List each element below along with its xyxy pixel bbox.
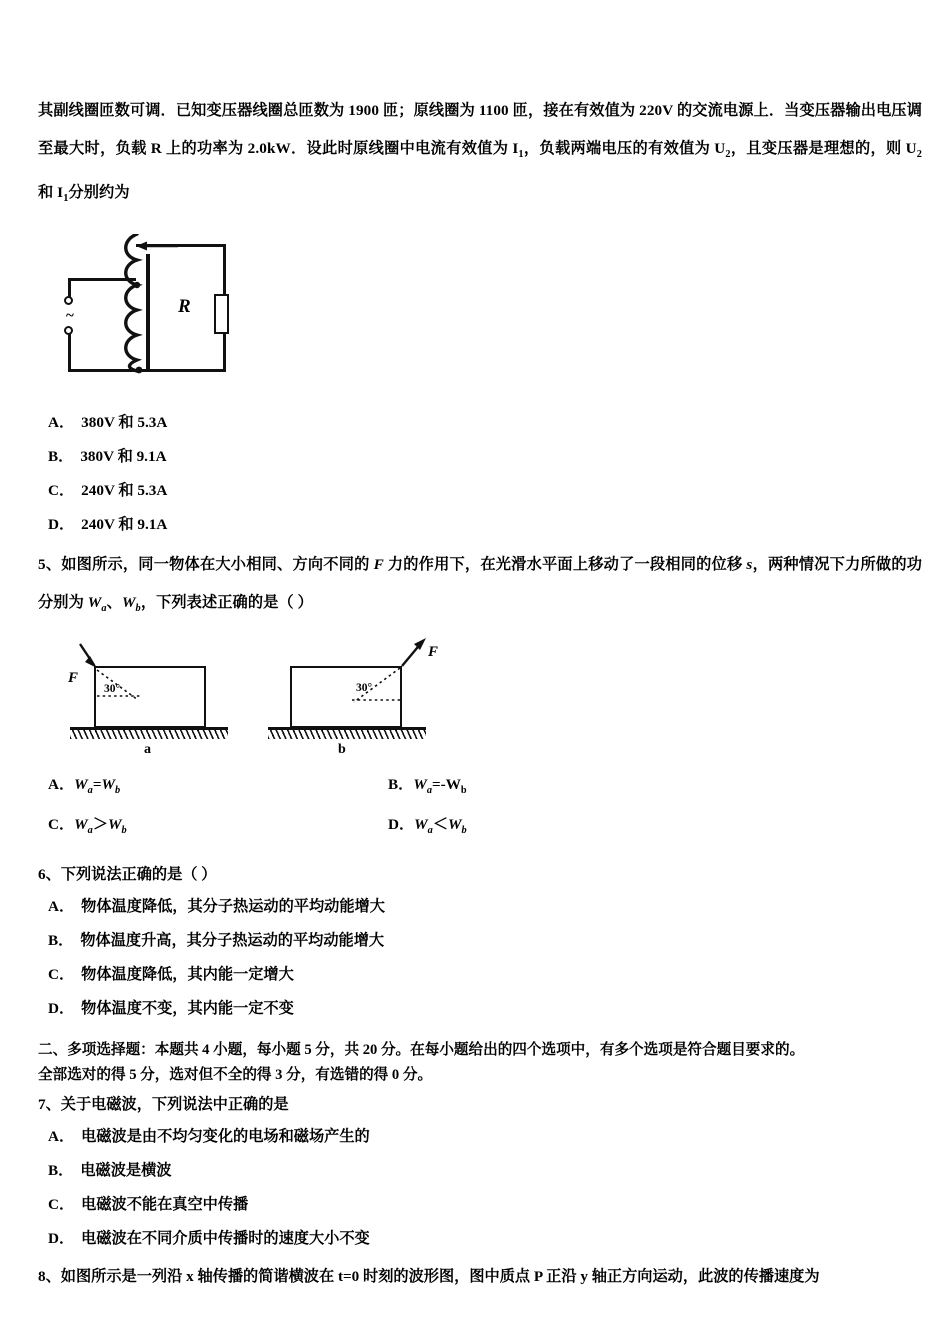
two-blocks-force-diagram	[56, 634, 476, 762]
q5-option-b-op: =-	[432, 776, 446, 794]
q6-option-b-text: 物体温度升高，其分子热运动的平均动能增大	[80, 932, 385, 950]
q7-option-b-letter: B．	[48, 1162, 74, 1180]
q4-option-a-text: 380V 和 5.3A	[81, 414, 168, 432]
q7-option-b[interactable]	[38, 1154, 922, 1188]
q6-option-d-text: 物体温度不变，其内能一定不变	[81, 1000, 294, 1018]
q4-stem-part4: 和 I	[38, 184, 64, 202]
q5-work-sub-b: b	[135, 603, 141, 615]
q4-stem-sub2: 2	[725, 149, 731, 161]
q5-option-b-w2: W	[445, 776, 461, 794]
q5-stem-part3: ，两种情况	[752, 556, 830, 574]
q5-option-c[interactable]	[48, 808, 388, 848]
q6-option-a-text: 物体温度降低，其分子热运动的平均动能增大	[81, 898, 385, 916]
q6-option-a[interactable]	[38, 890, 922, 924]
q4-option-d[interactable]	[38, 508, 922, 542]
page-body	[38, 92, 922, 1292]
q5-option-b-letter: B．	[388, 776, 414, 794]
q5-option-a-sub2: b	[115, 785, 121, 797]
block-b-label: b	[338, 742, 346, 758]
angle-label-b: 30°	[356, 682, 373, 695]
q7-option-d-text: 电磁波在不同介质中传播时的速度大小不变	[81, 1230, 370, 1248]
q5-option-d[interactable]	[388, 808, 467, 848]
q4-stem-part1: 其副线圈匝数可调．已知变压器线圈总匝数为 1900 匝；原线圈为 1100 匝，接在有效值为 220V 的交流电源上．当变压器输出电压调至最大时，负载 R 上的功率为 2.0kW．设此时原线圈中电流有效值为 I	[38, 102, 922, 157]
q4-option-a[interactable]	[38, 406, 922, 440]
q5-option-a-letter: A．	[48, 776, 75, 794]
q5-option-a-w2: W	[101, 776, 116, 794]
q4-stem-part5: 分别约为	[68, 184, 130, 202]
resistor-label: R	[178, 296, 191, 318]
q5-stem-part6: ，下列表述正确的是（ ）	[140, 594, 313, 612]
q5-work-sub-a: a	[101, 603, 107, 615]
q4-stem-part3: ，且变压器是理想的，则 U	[730, 140, 917, 157]
force-label-b: F	[428, 644, 439, 661]
q4-stem-sub4: 1	[63, 193, 69, 205]
section-2-instructions-line-2: 全部选对的得 5 分，选对但不全的得 3 分，有选错的得 0 分。	[38, 1067, 433, 1084]
q4-stem-part2: ，负载两端电压的有效值为 U	[523, 140, 726, 157]
q5-option-c-op: ＞	[92, 816, 109, 834]
angle-label-a: 30°	[104, 683, 121, 696]
load-resistor	[214, 294, 229, 334]
block-a-label: a	[144, 742, 151, 758]
q5-option-d-sub2: b	[461, 825, 467, 837]
q5-option-a-op: =	[92, 776, 102, 794]
q5-option-b-w1: W	[413, 776, 427, 794]
q4-option-b[interactable]	[38, 440, 922, 474]
q6-option-a-letter: A．	[48, 898, 75, 916]
q7-option-c-letter: C．	[48, 1196, 75, 1214]
q5-displacement-symbol: s	[746, 556, 753, 574]
q5-options-row-2	[38, 808, 922, 848]
q7-option-b-text: 电磁波是横波	[80, 1162, 172, 1180]
q5-option-b-sub2: b	[460, 785, 467, 797]
q4-option-b-letter: B．	[48, 448, 74, 466]
q5-stem-part1: 5、如图所示，同一物体在大小相同、方向不同的	[38, 556, 374, 574]
question-6-stem: 6、下列说法正确的是（ ）	[38, 866, 217, 884]
q5-option-c-sub1: a	[87, 825, 93, 837]
q5-option-d-sub1: a	[427, 825, 433, 837]
q5-option-a-w1: W	[74, 776, 88, 794]
q4-option-c-text: 240V 和 5.3A	[81, 482, 168, 500]
q5-stem-part2: 力的作用下，在光滑水平面上移动了一段相同的位移	[383, 556, 747, 574]
q4-option-b-text: 380V 和 9.1A	[80, 448, 167, 466]
question-4-stem	[38, 92, 922, 218]
q5-stem-part4: 下力所做的功分别为	[38, 556, 923, 612]
force-label-a: F	[68, 670, 79, 687]
ac-source-symbol: ~	[66, 308, 74, 325]
q6-option-c[interactable]	[38, 958, 922, 992]
q7-option-c[interactable]	[38, 1188, 922, 1222]
q4-stem-sub1: 1	[518, 149, 524, 161]
q5-force-symbol: F	[373, 556, 384, 574]
q4-option-c[interactable]	[38, 474, 922, 508]
question-8-stem: 8、如图所示是一列沿 x 轴传播的简谐横波在 t=0 时刻的波形图，图中质点 P 正沿 y 轴正方向运动，此波的传播速度为	[38, 1268, 820, 1286]
q6-option-c-letter: C．	[48, 966, 75, 984]
q6-option-b[interactable]	[38, 924, 922, 958]
q4-option-d-text: 240V 和 9.1A	[81, 516, 168, 534]
q5-options-row-1	[38, 768, 922, 808]
q7-option-c-text: 电磁波不能在真空中传播	[81, 1196, 249, 1214]
q6-option-d-letter: D．	[48, 1000, 75, 1018]
q5-option-b[interactable]	[388, 768, 467, 808]
transformer-core	[146, 254, 150, 372]
q4-stem-sub3: 2	[916, 149, 923, 161]
q5-work-symbol-a: W	[87, 594, 102, 612]
q5-option-c-letter: C．	[48, 816, 75, 834]
q5-option-d-w1: W	[414, 816, 428, 834]
transformer-circuit-diagram	[60, 234, 270, 392]
q4-option-d-letter: D．	[48, 516, 75, 534]
force-arrows-and-angle-marks	[56, 634, 476, 762]
q5-option-a-sub1: a	[87, 785, 93, 797]
q5-option-b-sub1: a	[426, 785, 433, 797]
q6-option-b-letter: B．	[48, 932, 74, 950]
q7-option-a[interactable]	[38, 1120, 922, 1154]
question-7-stem: 7、关于电磁波，下列说法中正确的是	[38, 1096, 289, 1114]
q5-option-d-letter: D．	[388, 816, 415, 834]
q5-option-d-w2: W	[448, 816, 462, 834]
q7-option-d[interactable]	[38, 1222, 922, 1256]
question-5-stem	[38, 546, 922, 628]
q5-option-d-op: ＜	[432, 816, 449, 834]
q5-work-symbol-b: W	[121, 594, 136, 612]
q7-option-a-letter: A．	[48, 1128, 75, 1146]
q5-option-c-w2: W	[108, 816, 122, 834]
q5-option-c-w1: W	[74, 816, 88, 834]
q6-option-d[interactable]	[38, 992, 922, 1026]
transformer-coil-windings	[60, 234, 270, 392]
q4-option-a-letter: A．	[48, 414, 75, 432]
q6-option-c-text: 物体温度降低，其内能一定增大	[81, 966, 294, 984]
q4-option-c-letter: C．	[48, 482, 75, 500]
q5-stem-part5: 、	[106, 594, 122, 612]
section-2-instructions-line-1: 二、多项选择题：本题共 4 小题，每小题 5 分，共 20 分。在每小题给出的四个选项中，有多个选项是符合题目要求的。	[38, 1042, 805, 1059]
q7-option-a-text: 电磁波是由不均匀变化的电场和磁场产生的	[81, 1128, 370, 1146]
q5-option-c-sub2: b	[121, 825, 127, 837]
q5-option-a[interactable]	[48, 768, 388, 808]
q7-option-d-letter: D．	[48, 1230, 75, 1248]
